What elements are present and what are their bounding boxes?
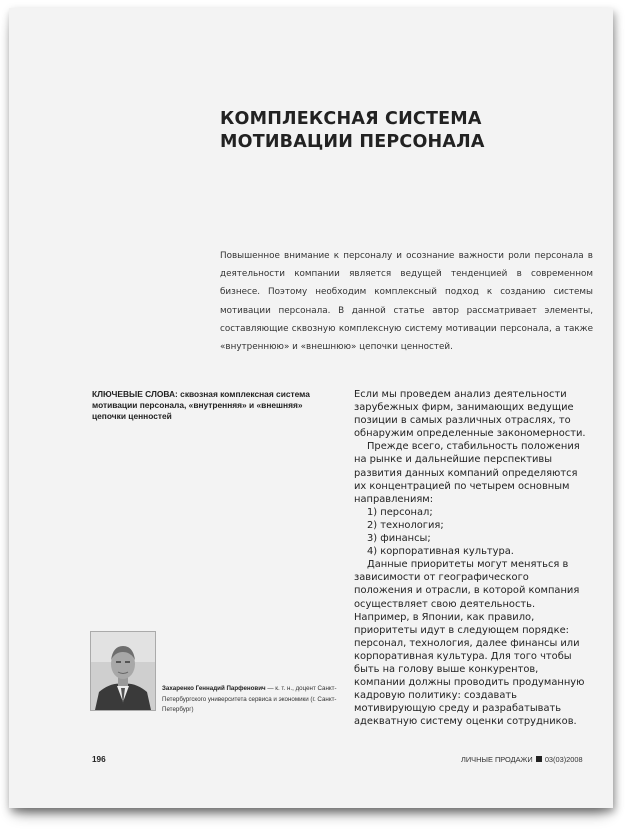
journal-issue: 03(03)2008 [544,755,583,764]
body-paragraph-3: Данные приоритеты могут меняться в зависимости от географического положения и отрасли, в которой компания осуществляет свою деятельность. Например, в Японии, как правило, приоритеты идут в следующем порядке: персонал, технология, далее финансы или корпоративная культура. Для того чтобы быть на голову выше конкурентов, компании должны проводить продуманную кадровую политику: создавать мотивирующую среду и разрабатывать адекватную систему оценки сотрудников. [354,559,585,728]
journal-page [9,8,613,808]
body-column [354,388,587,728]
list-item: 3) финансы; [367,533,431,545]
author-details: — к. т. н., доцент Санкт-Петербургского университета сервиса и экономики (г. Санкт-Петербург) [162,685,337,713]
body-paragraph-2: Прежде всего, стабильность положения на рынке и дальнейшие перспективы развития данных компаний определяются их концентрацией по четырем основным направлениям: [354,441,580,505]
journal-name: ЛИЧНЫЕ ПРОДАЖИ [461,755,533,764]
list-item: 2) технология; [367,519,444,531]
author-name: Захаренко Геннадий Парфенович [162,685,266,692]
article-title: КОМПЛЕКСНАЯ СИСТЕМА МОТИВАЦИИ ПЕРСОНАЛА [220,109,485,152]
author-info [162,684,340,716]
article-abstract: Повышенное внимание к персоналу и осознание важности роли персонала в деятельности компании является ведущей тенденцией в современном бизнесе. Поэтому необходим комплексный подход к созданию системы мотивации персонала. В данной статье автор рассматривает элементы, составляющие сквозную комплексную систему мотивации персонала, а также «внутреннюю» и «внешнюю» цепочки ценностей. [220,251,593,353]
list-item: 1) персонал; [367,506,433,518]
body-paragraph-1: Если мы проведем анализ деятельности зарубежных фирм, занимающих ведущие позиции в самых различных отраслях, то обнаружим определенные закономерности. [354,389,586,440]
square-separator-icon [536,756,542,762]
page-number: 196 [92,755,106,764]
author-photo [90,631,156,711]
author-portrait-image [91,632,155,710]
keywords-label: КЛЮЧЕВЫЕ СЛОВА: [92,389,178,399]
journal-footer [461,755,583,764]
list-item: 4) корпоративная культура. [367,546,514,558]
keywords-text: сквозная комплексная система мотивации персонала, «внутренняя» и «внешняя» цепочки ценностей [92,389,310,421]
keywords-block [92,389,332,422]
